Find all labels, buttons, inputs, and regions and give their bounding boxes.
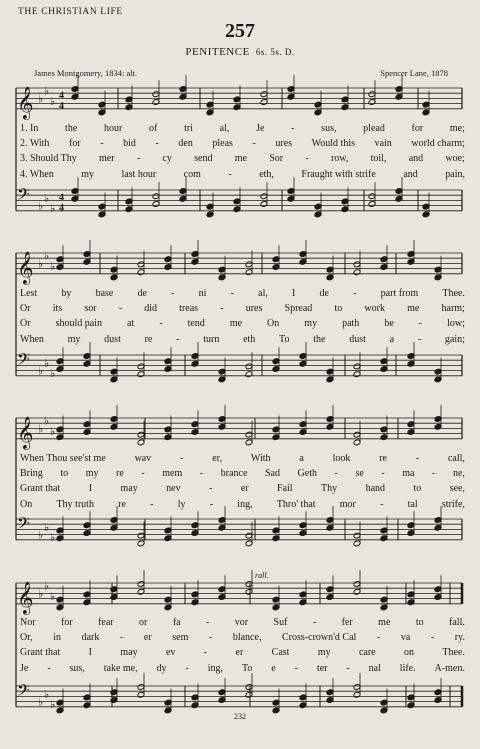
lyric-syllable: dark bbox=[81, 632, 100, 644]
lyric-syllable: my bbox=[85, 468, 99, 480]
lyric-syllable: - bbox=[312, 617, 317, 628]
lyric-line bbox=[20, 630, 465, 645]
bass-clef-icon: 𝄢 bbox=[17, 184, 30, 208]
lyric-syllable: ni bbox=[198, 288, 207, 299]
lyric-syllable: in bbox=[53, 632, 62, 644]
lyric-syllable: Sor bbox=[269, 153, 284, 165]
lyric-syllable: Or bbox=[20, 303, 31, 315]
lyric-line bbox=[20, 645, 465, 660]
lyric-syllable: base bbox=[95, 288, 114, 299]
lyric-syllable: nev bbox=[166, 483, 181, 495]
lyric-syllable: - bbox=[415, 453, 420, 464]
lyric-syllable: a bbox=[389, 333, 395, 345]
lyric-syllable: bid bbox=[123, 138, 136, 150]
tune-meter: 6s. 5s. D. bbox=[255, 47, 295, 57]
lyric-syllable: wav bbox=[134, 453, 152, 464]
lyric-syllable: eth bbox=[243, 333, 256, 345]
lyric-syllable: ures bbox=[245, 303, 263, 315]
lyric-syllable: should pain bbox=[55, 318, 102, 330]
lyric-syllable: With bbox=[250, 453, 271, 464]
lyric-syllable: my bbox=[317, 647, 331, 659]
lyric-syllable: 2. With bbox=[20, 138, 50, 150]
lyric-syllable: Lest bbox=[20, 288, 38, 299]
flat-icon: ♭ bbox=[44, 84, 50, 98]
lyric-syllable: be bbox=[384, 318, 394, 330]
lyric-syllable: Sad bbox=[264, 468, 280, 480]
lyric-syllable: me bbox=[407, 303, 420, 315]
lyric-line bbox=[20, 286, 465, 301]
lyric-syllable: see, bbox=[449, 483, 465, 495]
lyric-syllable: - bbox=[376, 632, 381, 644]
lyric-syllable: e bbox=[271, 662, 276, 674]
lyric-syllable: Je bbox=[256, 123, 265, 134]
lyric-syllable: Suf bbox=[273, 617, 288, 628]
lyric-syllable: - bbox=[252, 138, 256, 150]
lyric-syllable: - bbox=[220, 303, 224, 315]
lyric-syllable: Je bbox=[20, 662, 29, 674]
lyric-syllable: re bbox=[379, 453, 387, 464]
lyric-syllable: ne, bbox=[452, 468, 465, 480]
lyric-syllable: er, bbox=[212, 453, 223, 464]
lyric-syllable: mor bbox=[339, 498, 356, 510]
treble-clef-icon: 𝄞 bbox=[17, 580, 34, 614]
lyric-syllable: send bbox=[194, 153, 213, 165]
lyric-syllable: se bbox=[355, 468, 364, 480]
lyric-syllable: a bbox=[299, 453, 304, 464]
lyric-syllable: on bbox=[404, 647, 414, 659]
lyric-syllable: - bbox=[334, 468, 338, 480]
lyric-syllable: - bbox=[159, 318, 163, 330]
lyric-syllable: re bbox=[116, 468, 124, 480]
lyric-syllable: Grant that bbox=[20, 647, 61, 659]
lyric-syllable: may bbox=[120, 647, 138, 659]
lyric-syllable: and bbox=[408, 153, 424, 165]
lyric-line bbox=[20, 332, 465, 347]
lyric-syllable: - bbox=[346, 662, 350, 674]
lyric-syllable: - bbox=[185, 662, 189, 674]
lyric-syllable: - bbox=[353, 288, 357, 299]
lyric-syllable: Fraught with strife bbox=[301, 168, 376, 180]
time-signature: 4 bbox=[59, 90, 64, 102]
lyric-syllable: - bbox=[180, 453, 184, 464]
lyric-syllable: woe; bbox=[445, 153, 465, 165]
lyric-syllable: - bbox=[150, 498, 154, 510]
lyric-syllable: sus, bbox=[69, 662, 85, 674]
flat-icon: ♭ bbox=[38, 364, 44, 378]
lyric-syllable: ry. bbox=[454, 632, 465, 644]
lyric-line bbox=[20, 136, 465, 151]
flat-icon: ♭ bbox=[38, 92, 44, 106]
flat-icon: ♭ bbox=[44, 414, 50, 428]
lyric-syllable: Nor bbox=[20, 617, 36, 628]
lyric-syllable: me; bbox=[449, 123, 465, 134]
lyric-line bbox=[20, 481, 465, 496]
lyric-syllable: de bbox=[137, 288, 147, 299]
lyric-syllable: - bbox=[209, 483, 213, 495]
lyrics-system-2 bbox=[20, 286, 465, 347]
flat-icon: ♭ bbox=[50, 95, 56, 108]
lyric-syllable: When bbox=[20, 333, 44, 345]
flat-icon: ♭ bbox=[38, 257, 44, 271]
time-signature: 4 bbox=[59, 202, 64, 214]
flat-icon: ♭ bbox=[44, 520, 50, 534]
lyric-syllable: al, bbox=[258, 288, 268, 299]
lyric-syllable: dust bbox=[104, 333, 121, 345]
lyric-syllable: com bbox=[183, 168, 201, 180]
lyric-syllable: brance bbox=[220, 468, 248, 480]
lyric-syllable: - bbox=[430, 632, 435, 644]
lyric-syllable: call, bbox=[447, 453, 465, 464]
lyric-syllable: me bbox=[229, 318, 243, 330]
lyric-line bbox=[20, 615, 465, 630]
lyric-syllable: Thee. bbox=[442, 288, 465, 299]
lyric-syllable: my bbox=[67, 333, 81, 345]
lyric-syllable: - bbox=[209, 498, 214, 510]
lyric-syllable: tend bbox=[187, 318, 205, 330]
lyric-syllable: Grant that bbox=[20, 483, 61, 495]
lyric-syllable: or bbox=[139, 617, 148, 628]
lyric-syllable: ly bbox=[177, 498, 186, 510]
lyric-syllable: ures bbox=[275, 138, 293, 150]
lyric-syllable: ma bbox=[402, 468, 415, 480]
lyric-syllable: - bbox=[100, 138, 104, 150]
lyric-syllable: ing, bbox=[237, 498, 253, 510]
treble-clef-icon: 𝄞 bbox=[17, 415, 34, 449]
bass-clef-icon: 𝄢 bbox=[17, 680, 30, 704]
lyric-syllable: Would this bbox=[311, 138, 356, 150]
lyric-syllable: al, bbox=[219, 123, 230, 134]
flat-icon: ♭ bbox=[50, 260, 56, 273]
lyric-syllable: - bbox=[119, 632, 124, 644]
lyric-syllable: 3. Should Thy bbox=[20, 153, 77, 165]
bass-clef-icon: 𝄢 bbox=[17, 513, 30, 537]
lyric-syllable: re bbox=[144, 333, 153, 345]
lyrics-system-3 bbox=[20, 451, 465, 512]
lyric-syllable: Cross-crown'd Cal bbox=[282, 632, 357, 644]
page-number: 232 bbox=[234, 712, 246, 721]
lyric-syllable: On bbox=[267, 318, 280, 330]
lyric-syllable: fer bbox=[341, 617, 353, 628]
lyric-line bbox=[20, 466, 465, 481]
running-head: THE CHRISTIAN LIFE bbox=[18, 7, 123, 17]
lyric-syllable: blance, bbox=[232, 632, 262, 644]
lyric-syllable: - bbox=[208, 632, 213, 644]
flat-icon: ♭ bbox=[38, 422, 44, 436]
lyric-syllable: sem bbox=[172, 632, 189, 644]
lyric-syllable: last hour bbox=[121, 168, 157, 180]
lyric-syllable: Thro' that bbox=[276, 498, 316, 510]
lyric-syllable: dust bbox=[349, 333, 366, 345]
flat-icon: ♭ bbox=[44, 249, 50, 263]
lyric-syllable: Thy bbox=[321, 483, 338, 495]
lyric-line bbox=[20, 151, 465, 166]
flat-icon: ♭ bbox=[38, 528, 44, 542]
lyric-syllable: - bbox=[176, 333, 180, 345]
lyric-syllable: mem bbox=[162, 468, 183, 480]
lyric-syllable: mer bbox=[99, 153, 115, 165]
lyric-syllable: cy bbox=[162, 153, 172, 165]
lyric-syllable: harm; bbox=[441, 303, 465, 315]
lyric-syllable: - bbox=[381, 468, 385, 480]
lyric-syllable: de bbox=[319, 288, 329, 299]
lyric-syllable: treas bbox=[179, 303, 199, 315]
lyric-syllable: tri bbox=[184, 123, 193, 134]
lyric-syllable: er bbox=[235, 647, 244, 659]
lyric-line bbox=[20, 316, 465, 331]
lyric-syllable: for bbox=[68, 138, 81, 150]
lyric-syllable: - bbox=[228, 168, 232, 180]
lyric-syllable: - bbox=[291, 123, 295, 134]
lyric-line bbox=[20, 301, 465, 316]
time-signature: 4 bbox=[59, 192, 64, 204]
lyric-syllable: me bbox=[378, 617, 391, 628]
lyric-syllable: Or bbox=[20, 318, 31, 330]
lyric-syllable: gain; bbox=[444, 333, 465, 345]
lyric-syllable: life. bbox=[399, 662, 416, 674]
lyric-syllable: pain, bbox=[445, 168, 465, 180]
lyric-syllable: its bbox=[52, 303, 63, 315]
lyric-syllable: Thee. bbox=[442, 647, 465, 659]
lyric-syllable: I bbox=[88, 483, 93, 495]
lyric-syllable: va bbox=[400, 632, 411, 644]
lyric-syllable: er bbox=[240, 483, 249, 495]
lyric-line bbox=[20, 661, 465, 676]
lyric-line bbox=[20, 167, 465, 182]
lyrics-system-4 bbox=[20, 615, 465, 676]
lyric-line bbox=[20, 497, 465, 512]
lyric-syllable: dy bbox=[156, 662, 167, 674]
lyric-syllable: - bbox=[47, 662, 51, 674]
flat-icon: ♭ bbox=[38, 695, 44, 709]
flat-icon: ♭ bbox=[50, 425, 56, 438]
lyric-syllable: pleas bbox=[212, 138, 233, 150]
lyric-syllable: fear bbox=[98, 617, 114, 628]
lyric-syllable: care bbox=[358, 647, 376, 659]
lyric-syllable: - bbox=[294, 662, 298, 674]
lyric-syllable: To bbox=[241, 662, 253, 674]
rall-direction: rall. bbox=[255, 571, 269, 580]
lyric-syllable: did bbox=[144, 303, 157, 315]
lyric-syllable: - bbox=[380, 498, 384, 510]
lyric-syllable: - bbox=[230, 288, 234, 299]
lyric-syllable: toil, bbox=[370, 153, 387, 165]
words-credit: James Montgomery, 1834: alt. bbox=[34, 68, 138, 78]
lyric-syllable: to bbox=[60, 468, 69, 480]
lyric-syllable: for bbox=[60, 617, 73, 628]
lyric-syllable: vain bbox=[374, 138, 392, 150]
lyric-syllable: to bbox=[413, 483, 422, 495]
lyric-syllable: Spread bbox=[284, 303, 313, 315]
lyric-syllable: and bbox=[403, 168, 418, 180]
flat-icon: ♭ bbox=[44, 356, 50, 370]
lyric-syllable: - bbox=[417, 333, 422, 345]
flat-icon: ♭ bbox=[44, 687, 50, 701]
flat-icon: ♭ bbox=[50, 531, 56, 545]
lyric-syllable: ter bbox=[316, 662, 328, 674]
lyric-syllable: eth, bbox=[259, 168, 274, 180]
lyric-syllable: - bbox=[432, 468, 436, 480]
lyric-syllable: den bbox=[178, 138, 193, 150]
lyric-syllable: fa bbox=[172, 617, 181, 628]
lyric-syllable: work bbox=[364, 303, 385, 315]
lyric-syllable: - bbox=[118, 303, 123, 315]
lyric-line bbox=[20, 451, 465, 466]
lyric-syllable: Geth bbox=[297, 468, 317, 480]
lyric-syllable: at bbox=[126, 318, 135, 330]
treble-clef-icon: 𝄞 bbox=[17, 85, 34, 119]
bass-clef-icon: 𝄢 bbox=[17, 349, 30, 373]
lyric-syllable: to bbox=[334, 303, 343, 315]
lyric-syllable: Bring bbox=[20, 468, 43, 480]
flat-icon: ♭ bbox=[44, 579, 50, 593]
lyric-syllable: - bbox=[155, 138, 159, 150]
lyric-syllable: ev bbox=[165, 647, 176, 659]
lyric-syllable: - bbox=[199, 468, 204, 480]
lyric-syllable: sor bbox=[84, 303, 97, 315]
lyric-syllable: Thy truth bbox=[56, 498, 94, 510]
lyric-syllable: - bbox=[171, 288, 175, 299]
lyric-syllable: me bbox=[234, 153, 247, 165]
lyric-syllable: vor bbox=[234, 617, 249, 628]
lyric-syllable: re bbox=[118, 498, 126, 510]
lyric-syllable: - bbox=[305, 153, 309, 165]
lyric-syllable: I bbox=[88, 647, 92, 659]
lyric-syllable: hour bbox=[103, 123, 123, 134]
flat-icon: ♭ bbox=[44, 191, 50, 205]
lyric-syllable: When Thou see'st me bbox=[20, 453, 106, 464]
lyric-syllable: Or, bbox=[20, 632, 33, 644]
lyric-syllable: part from bbox=[380, 288, 419, 299]
lyric-syllable: I bbox=[292, 288, 296, 299]
flat-icon: ♭ bbox=[38, 587, 44, 601]
lyric-syllable: - bbox=[136, 153, 141, 165]
flat-icon: ♭ bbox=[38, 199, 44, 213]
time-signature: 4 bbox=[59, 100, 64, 112]
lyrics-system-1 bbox=[20, 121, 465, 182]
tune-name: PENITENCE bbox=[185, 46, 250, 58]
lyric-syllable: - bbox=[203, 647, 208, 659]
lyric-syllable: nal bbox=[368, 662, 381, 674]
lyric-syllable: fall. bbox=[449, 617, 465, 628]
lyric-syllable: path bbox=[342, 318, 360, 330]
lyric-syllable: the bbox=[65, 123, 78, 134]
lyric-syllable: the bbox=[313, 333, 326, 345]
treble-clef-icon: 𝄞 bbox=[17, 250, 34, 284]
lyric-syllable: may bbox=[120, 483, 138, 495]
lyric-syllable: my bbox=[304, 318, 318, 330]
lyric-syllable: - bbox=[418, 318, 423, 330]
lyric-syllable: low; bbox=[447, 318, 465, 330]
lyric-syllable: ing, bbox=[207, 662, 224, 674]
lyric-syllable: On bbox=[20, 498, 33, 510]
lyric-syllable: of bbox=[149, 123, 158, 134]
lyric-syllable: To bbox=[279, 333, 290, 345]
lyric-syllable: to bbox=[415, 617, 424, 628]
lyric-syllable: Fail bbox=[277, 483, 293, 495]
lyric-syllable: strife, bbox=[441, 498, 465, 510]
lyric-syllable: for bbox=[411, 123, 424, 134]
lyric-syllable: plead bbox=[363, 123, 385, 134]
lyric-syllable: tal bbox=[407, 498, 418, 510]
flat-icon: ♭ bbox=[50, 698, 56, 712]
lyric-syllable: - bbox=[141, 468, 145, 480]
lyric-syllable: by bbox=[61, 288, 72, 299]
lyric-syllable: row, bbox=[330, 153, 349, 165]
lyric-syllable: er bbox=[143, 632, 152, 644]
lyric-syllable: turn bbox=[203, 333, 220, 345]
hymn-number: 257 bbox=[225, 20, 255, 42]
lyric-line bbox=[20, 121, 465, 136]
lyric-syllable: Cast bbox=[271, 647, 290, 659]
flat-icon: ♭ bbox=[50, 202, 56, 216]
lyric-syllable: 1. In bbox=[20, 123, 39, 134]
lyric-syllable: - bbox=[206, 617, 210, 628]
lyric-syllable: hand bbox=[365, 483, 386, 495]
lyric-syllable: look bbox=[332, 453, 351, 464]
lyric-syllable: world charm; bbox=[411, 138, 465, 150]
flat-icon: ♭ bbox=[50, 367, 56, 381]
lyric-syllable: A-men. bbox=[434, 662, 465, 674]
lyric-syllable: take me, bbox=[103, 662, 138, 674]
lyric-syllable: 4. When bbox=[20, 168, 54, 180]
lyric-syllable: my bbox=[81, 168, 94, 180]
lyric-syllable: sus, bbox=[321, 123, 337, 134]
flat-icon: ♭ bbox=[50, 590, 56, 603]
music-credit: Spencer Lane, 1878 bbox=[380, 68, 448, 78]
